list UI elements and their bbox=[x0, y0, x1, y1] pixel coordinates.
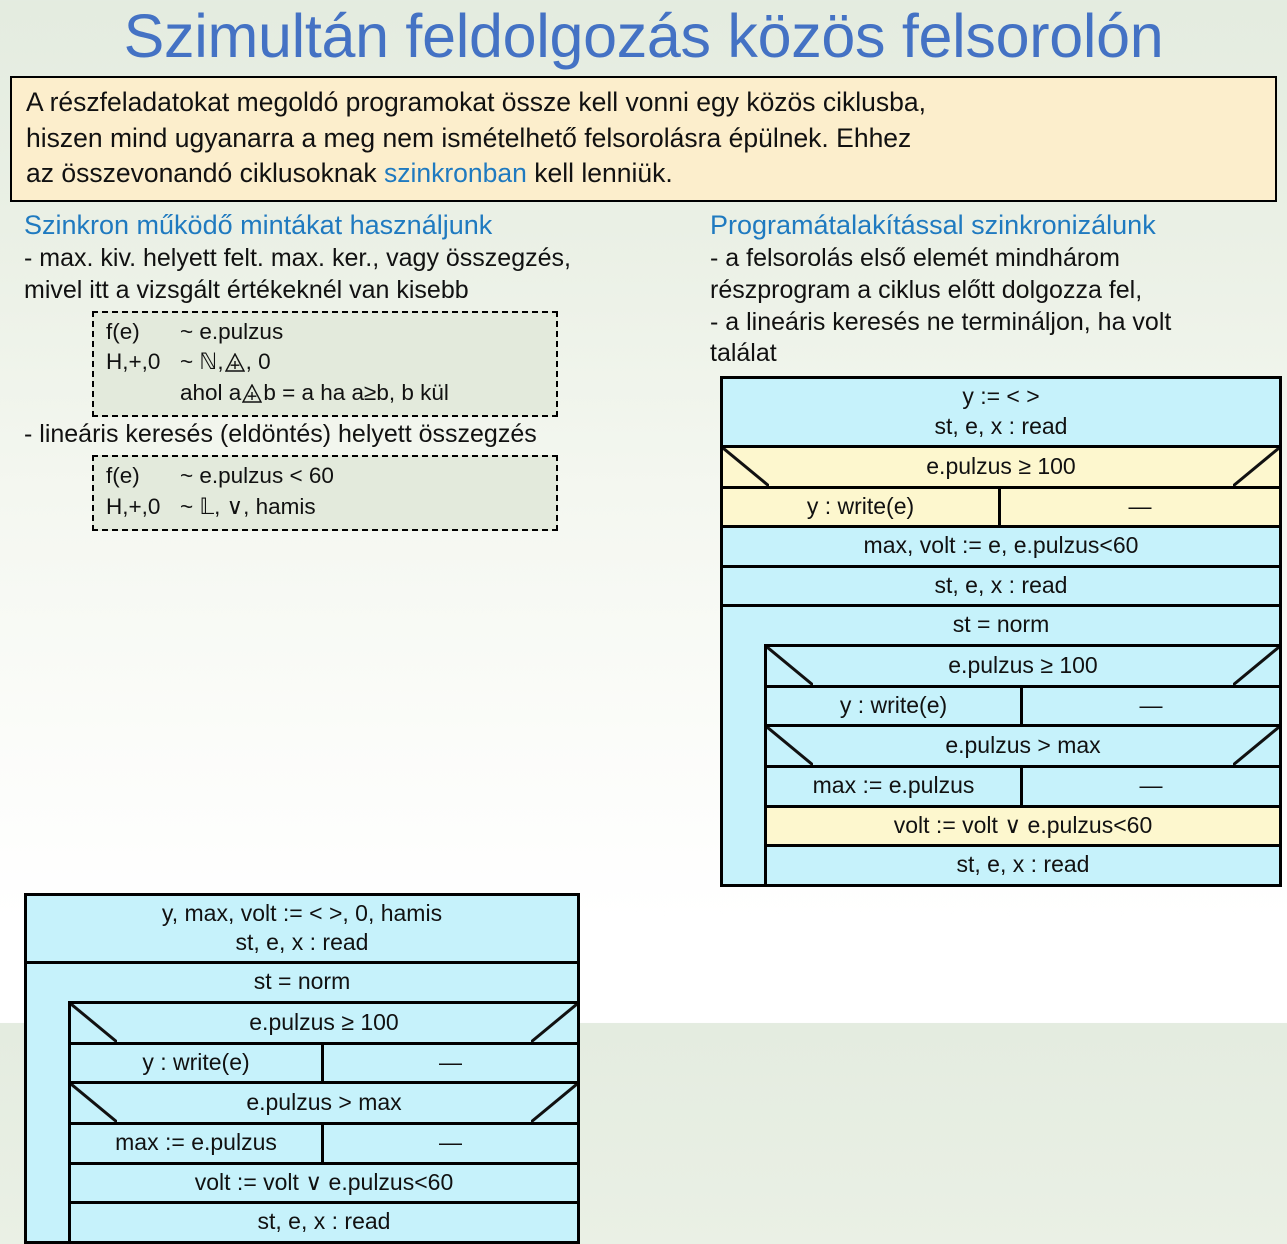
spec1-row-3-post: b = a ha a≥b, b kül bbox=[263, 379, 449, 405]
left-bullet-1-line-2: mivel itt a vizsgált értékeknél van kisebb bbox=[24, 275, 469, 304]
structogram-right bbox=[720, 376, 1282, 887]
right-struct-cond2-text: e.pulzus > max bbox=[945, 732, 1101, 759]
left-struct-loop-condition: st = norm bbox=[253, 968, 351, 995]
lead-callout-box bbox=[10, 76, 1277, 202]
spec-box-max-search bbox=[92, 311, 558, 418]
left-struct-cond2-branches bbox=[71, 1122, 577, 1161]
left-struct-loop bbox=[27, 961, 577, 1240]
cond-slash-left-icon bbox=[723, 448, 769, 486]
right-struct-cond1-header bbox=[767, 644, 1279, 685]
right-struct-cond1-text: e.pulzus ≥ 100 bbox=[948, 651, 1098, 678]
right-column-heading: Programátalakítással szinkronizálunk bbox=[710, 210, 1156, 241]
lead-line-1: A részfeladatokat megoldó programokat össze kell vonni egy közös ciklusba, bbox=[26, 87, 927, 118]
left-struct-cond1-header bbox=[71, 1001, 577, 1042]
left-struct-cond2-header bbox=[71, 1081, 577, 1122]
spec2-row-2-value: ~ 𝕃, ∨, hamis bbox=[180, 493, 316, 519]
right-struct-init-line-1: y := < > bbox=[962, 383, 1040, 410]
cond-slash-left-icon bbox=[71, 1084, 117, 1122]
lead-line-3-post: kell lenniük. bbox=[526, 157, 673, 188]
right-struct-init-line-2: st, e, x : read bbox=[934, 412, 1068, 439]
spec1-row-2-value-pre: ~ ℕ, bbox=[180, 349, 224, 375]
right-struct-cond0-else: — bbox=[1128, 492, 1152, 519]
cond-slash-left-icon bbox=[767, 647, 813, 685]
left-struct-cond1-text: e.pulzus ≥ 100 bbox=[249, 1008, 399, 1035]
right-struct-cond2-header bbox=[767, 724, 1279, 765]
lead-line-3 bbox=[26, 156, 1261, 191]
left-struct-stmt-2: st, e, x : read bbox=[71, 1201, 577, 1240]
spec1-row-1 bbox=[106, 317, 544, 348]
spec2-row-1 bbox=[106, 461, 544, 492]
left-struct-init-row bbox=[27, 896, 577, 962]
spec1-row-2-value-post: , 0 bbox=[245, 349, 271, 375]
right-struct-cond2-then: max := e.pulzus bbox=[767, 768, 1023, 804]
right-struct-cond1-then: y : write(e) bbox=[767, 688, 1023, 724]
cond-slash-right-icon bbox=[1233, 647, 1279, 685]
right-bullet-2-line-2: találat bbox=[710, 339, 777, 368]
left-struct-cond2-else: — bbox=[439, 1129, 462, 1156]
right-struct-cond0-branches bbox=[723, 486, 1279, 525]
left-struct-cond2-then: max := e.pulzus bbox=[71, 1125, 324, 1161]
left-struct-stmt-1: volt := volt ∨ e.pulzus<60 bbox=[71, 1162, 577, 1201]
left-column bbox=[0, 210, 700, 887]
right-struct-cond1-else: — bbox=[1139, 691, 1163, 718]
right-struct-loop bbox=[723, 604, 1279, 883]
right-struct-pre-conditional bbox=[723, 445, 1279, 525]
right-struct-pre-stmt-1: max, volt := e, e.pulzus<60 bbox=[723, 525, 1279, 564]
right-struct-cond0-header bbox=[723, 448, 1279, 486]
spec1-row-3 bbox=[106, 378, 544, 409]
cond-slash-left-icon bbox=[767, 727, 813, 765]
spec1-row-1-value: ~ e.pulzus bbox=[180, 318, 284, 344]
structogram-left bbox=[24, 893, 580, 1244]
right-struct-cond1-branches bbox=[767, 685, 1279, 724]
spec2-row-1-label: f(e) bbox=[106, 463, 140, 489]
right-struct-loop-condition: st = norm bbox=[952, 611, 1050, 638]
left-bullet-1-line-1: - max. kiv. helyett felt. max. ker., vagy összegzés, bbox=[24, 244, 571, 273]
left-struct-init-line-2: st, e, x : read bbox=[235, 929, 369, 956]
right-bullet-1-line-1: - a felsorolás első elemét mindhárom bbox=[710, 244, 1120, 273]
spec1-row-2-label: H,+,0 bbox=[106, 349, 161, 375]
right-struct-cond0-then: y : write(e) bbox=[723, 489, 1001, 525]
spec2-row-2 bbox=[106, 492, 544, 523]
page-title: Szimultán feldolgozás közös felsorolón bbox=[123, 2, 1164, 70]
cond-slash-right-icon bbox=[1233, 448, 1279, 486]
right-bullet-1-line-2: részprogram a ciklus előtt dolgozza fel, bbox=[710, 275, 1143, 304]
content-columns bbox=[0, 210, 1287, 887]
spec1-row-1-label: f(e) bbox=[106, 318, 140, 344]
right-struct-pre-stmt-2: st, e, x : read bbox=[723, 565, 1279, 604]
left-struct-cond1-else: — bbox=[439, 1048, 462, 1075]
lead-accent-term: szinkronban bbox=[383, 157, 527, 188]
left-struct-cond1-then: y : write(e) bbox=[71, 1045, 324, 1081]
lead-line-3-pre: az összevonandó ciklusoknak bbox=[26, 157, 384, 188]
right-struct-cond2-branches bbox=[767, 765, 1279, 804]
lead-line-2: hiszen mind ugyanarra a meg nem ismételhető felsorolásra épülnek. Ehhez bbox=[26, 122, 912, 153]
right-struct-loop-body bbox=[764, 644, 1279, 884]
left-struct-cond1-branches bbox=[71, 1042, 577, 1081]
right-bullet-2-line-1: - a lineáris keresés ne termináljon, ha volt bbox=[710, 307, 1172, 336]
right-column bbox=[700, 210, 1287, 887]
right-struct-cond0-text: e.pulzus ≥ 100 bbox=[926, 452, 1076, 479]
left-column-heading: Szinkron működő mintákat használjunk bbox=[24, 210, 493, 241]
spec1-row-3-pre: ahol a bbox=[180, 379, 242, 405]
cond-slash-right-icon bbox=[531, 1084, 577, 1122]
right-struct-cond2-else: — bbox=[1139, 772, 1163, 799]
triangle-plus-icon bbox=[242, 384, 262, 403]
left-bullet-2: - lineáris keresés (eldöntés) helyett összegzés bbox=[24, 420, 537, 449]
cond-slash-right-icon bbox=[1233, 727, 1279, 765]
left-struct-cond2-text: e.pulzus > max bbox=[246, 1089, 402, 1116]
left-struct-loop-body bbox=[68, 1001, 577, 1241]
right-struct-stmt-1: volt := volt ∨ e.pulzus<60 bbox=[767, 805, 1279, 844]
spec1-row-2 bbox=[106, 347, 544, 378]
left-struct-init-line-1: y, max, volt := < >, 0, hamis bbox=[161, 899, 443, 926]
spec2-row-2-label: H,+,0 bbox=[106, 493, 161, 519]
triangle-plus-icon bbox=[225, 353, 245, 372]
spec-box-summation bbox=[92, 455, 558, 531]
right-struct-init-row bbox=[723, 379, 1279, 445]
right-struct-stmt-2: st, e, x : read bbox=[767, 844, 1279, 883]
spec2-row-1-value: ~ e.pulzus < 60 bbox=[180, 463, 334, 489]
